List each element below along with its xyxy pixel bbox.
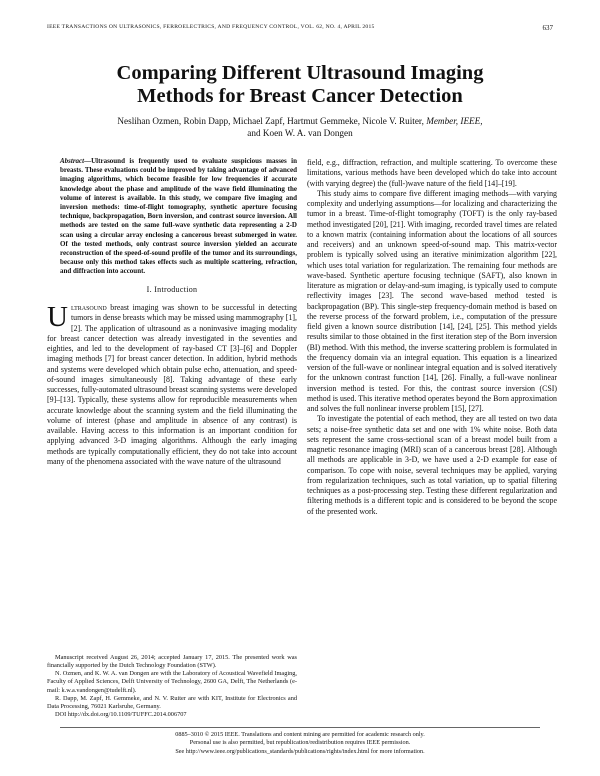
right-column-body bbox=[307, 158, 557, 517]
title-line-1: Comparing Different Ultrasound Imaging bbox=[116, 62, 484, 84]
footnote-doi: DOI http://dx.doi.org/10.1109/TUFFC.2014.006707 bbox=[55, 711, 187, 719]
drop-cap: U bbox=[47, 301, 68, 333]
member-ieee: Member, IEEE, bbox=[426, 116, 483, 126]
running-head bbox=[47, 24, 553, 32]
paragraph-3: To investigate the potential of each method, they are all tested on two data sets; a noise-free synthetic data set and one with 1% white noise. Both data sets represent the same cross-sectional scan of a breast model built from a magnetic resonance imaging (MRI) scan of a cancerous breast [28]. Although all methods are applicable in 3-D, we have used a 2-D example for ease of comparison. To cope with noise, several techniques may be applied, varying from regularization techniques, such as total variation, up to spatial filtering techniques as a post-processing step. Testing these different regularization and filtering methods is a different topic and is considered to be beyond the scope of the presented work. bbox=[307, 414, 557, 516]
abstract-label: Abstract bbox=[60, 157, 85, 165]
footnote-affiliation-1: N. Ozmen, and K. W. A. van Dongen are with the Laboratory of Acoustical Wavefield Imaging, Faculty of Applied Sciences, Delft University of Technology, 2600 GA, Delft, The Netherlands (e-mail: k.w.a.vandongen@tudelft.nl). bbox=[47, 670, 297, 694]
title-line-2: Methods for Breast Cancer Detection bbox=[137, 85, 463, 107]
paragraph-2: This study aims to compare five different imaging methods—with varying complexity and underlying assumptions—for localizing and characterizing the tumor in a breast. Time-of-flight tomography (TOFT) is the only ray-based method investigated [20], [21]. With imaging, recorded travel times are related to a known matrix (containing information about the locations of all sources and receivers) and an unknown speed-of-sound map. This matrix-vector problem is typically solved using an iterative minimization algorithm [22], which uses total variation for regularization. The remaining four methods are wave-based. Synthetic aperture focusing technique (SAFT), also known in literature as migration or delay-and-sum imaging, is typically used to compute reflectivity images [23]. The second wave-based method tested is backpropagation (BP). This single-step frequency-domain method is based on the reverse process of the forward problem, i.e., computation of the pressure field given a known source distribution [14], [24], [25]. This method yields results similar to those obtained in the first iteration step of the Born inversion (BI) method. With this method, the inverse scattering problem is formulated in the frequency domain via an integral equation. This equation is a linearized version of the full-wave or nonlinear integral equation and is solved iteratively for the unknown contrast function [14], [26]. Finally, a full-wave nonlinear inversion method is tested. For this, the contrast source inversion (CSI) method is used. This iterative method operates beyond the Born approximation and solves the full nonlinear inverse problem [15], [27]. bbox=[307, 188, 557, 413]
copyright-line-1: 0885–3010 © 2015 IEEE. Translations and content mining are permitted for academic research only. bbox=[175, 731, 425, 738]
author-list bbox=[40, 116, 560, 139]
footnote-affiliation-2: R. Dapp, M. Zapf, H. Gemmeke, and N. V. Ruiter are with KIT, Institute for Electronics and Data Processing, 76021 Karlsruhe, Germany. bbox=[47, 694, 297, 710]
footnote bbox=[47, 654, 297, 719]
copyright-notice bbox=[47, 727, 553, 756]
authors-line-1: Neslihan Ozmen, Robin Dapp, Michael Zapf, Hartmut Gemmeke, Nicole V. Ruiter, bbox=[117, 116, 424, 126]
copyright-rule bbox=[60, 727, 540, 728]
section-heading: I. Introduction bbox=[146, 285, 198, 294]
copyright-line-3: See http://www.ieee.org/publications_standards/publications/rights/index.html for more information. bbox=[175, 747, 425, 755]
paper-title bbox=[40, 62, 560, 108]
journal-name: IEEE TRANSACTIONS ON ULTRASONICS, FERROELECTRICS, AND FREQUENCY CONTROL, VOL. 62, NO. 4, APRIL 2015 bbox=[47, 24, 375, 30]
authors-line-2: and Koen W. A. van Dongen bbox=[247, 127, 353, 138]
abstract-text: —Ultrasound is frequently used to evaluate suspicious masses in breasts. These evaluations could be improved by taking advantage of advanced imaging algorithms, which become feasible for low frequencies if accurate knowledge about the phase and amplitude of the wave field illuminating the volume of interest is available. In this study, we compare five imaging and inversion methods: time-of-flight tomography, synthetic aperture focusing technique, backpropagation, Born inversion, and contrast source inversion. All methods are tested on the same full-wave synthetic data representing a 2-D scan using a circular array enclosing a cancerous breast submerged in water. Of the tested methods, only contrast source inversion yielded an accurate reconstruction of the speed-of-sound profile of the tumor and its surroundings, because only this method takes effects such as multiple scattering, refraction, and diffraction into account. bbox=[60, 157, 297, 276]
footnote-received: Manuscript received August 26, 2014; accepted January 17, 2015. The presented work was financially supported by the Dutch Technology Foundation (STW). bbox=[47, 654, 297, 670]
intro-smallcaps: ltrasound bbox=[70, 303, 107, 312]
page-number: 637 bbox=[542, 24, 553, 32]
paragraph-1: field, e.g., diffraction, refraction, and multiple scattering. To overcome these limitations, various methods have been developed which do take into account (with varying degree) the (full-)wave nature of the field [14]–[19]. bbox=[307, 158, 557, 188]
introduction-body bbox=[47, 303, 297, 467]
copyright-line-2: Personal use is also permitted, but republication/redistribution requires IEEE permission. bbox=[189, 739, 411, 747]
intro-text: breast imaging was shown to be successful in detecting tumors in dense breasts which may be missed using mammography [1], [2]. The application of ultrasound as a noninvasive imaging modality for breast cancer detection was already investigated in the seventies and eighties, and led to the development of ray-based CT [3]–[6] and Doppler imaging methods [7] for breast cancer detection. In addition, hybrid methods and systems were developed which obtain pulse echo, attenuation, and speed-of-sound images simultaneously [8]. Taking advantage of these early successes, fully-automated ultrasound breast scanning systems were developed [9]–[13]. Typically, these systems allow for reproducible measurements when accurate knowledge about the scanning system and the field illuminating the volume of interest (phase and amplitude in absence of any contrast) is available. Having access to this information is an important condition for applying advanced 3-D imaging algorithms. Although the early imaging methods are typically computationally efficient, they do not take into account many of the phenomena associated with the wave nature of the ultrasound bbox=[47, 303, 297, 466]
abstract bbox=[60, 157, 297, 277]
